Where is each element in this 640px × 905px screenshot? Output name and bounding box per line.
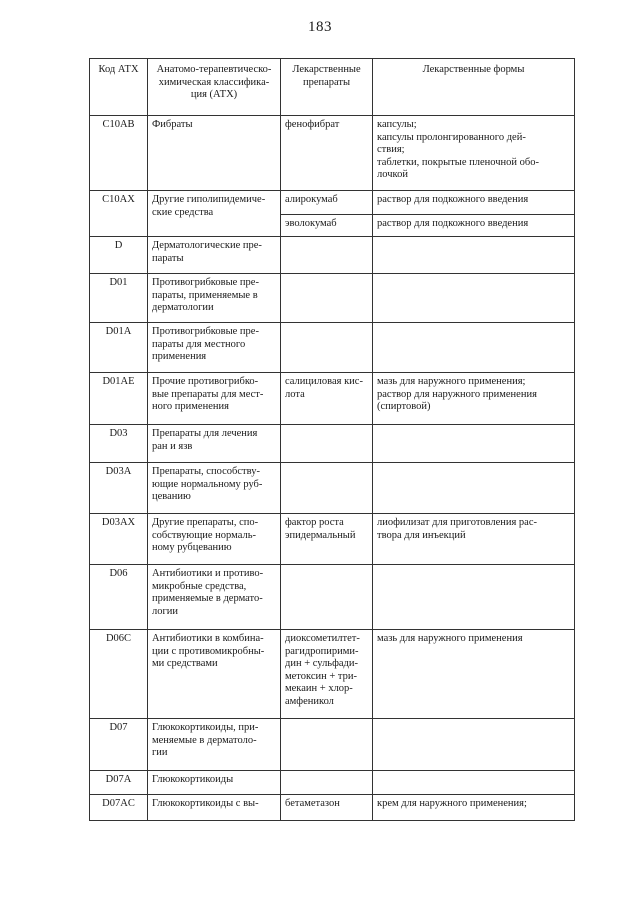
table-row <box>90 771 575 795</box>
drug-cell <box>281 719 373 771</box>
atc-code-cell: D07AC <box>90 795 148 821</box>
header-code: Код АТХ <box>90 59 148 116</box>
dosage-form-cell <box>373 237 575 274</box>
atc-table <box>89 58 575 821</box>
atc-classification-cell: Другие препараты, спо- собствующие нормаль- ному рубцеванию <box>148 514 281 565</box>
atc-code-cell: D06C <box>90 630 148 719</box>
atc-code-cell: D06 <box>90 565 148 630</box>
atc-code-cell: C10AB <box>90 116 148 191</box>
dosage-form-cell <box>373 565 575 630</box>
table-row <box>90 463 575 514</box>
table-row <box>90 191 575 215</box>
table-row <box>90 323 575 373</box>
atc-code-cell: D03 <box>90 425 148 463</box>
atc-classification-cell: Глюкокортикоиды <box>148 771 281 795</box>
table-row <box>90 274 575 323</box>
header-forms: Лекарственные формы <box>373 59 575 116</box>
table-body <box>90 116 575 821</box>
atc-classification-cell: Препараты для лечения ран и язв <box>148 425 281 463</box>
table-row <box>90 795 575 821</box>
table-row <box>90 719 575 771</box>
atc-classification-cell: Глюкокортикоиды, при- меняемые в дерматоло- гии <box>148 719 281 771</box>
atc-classification-cell: Дерматологические пре- параты <box>148 237 281 274</box>
drug-cell <box>281 274 373 323</box>
dosage-form-cell: раствор для подкожного введения <box>373 191 575 215</box>
drug-cell <box>281 237 373 274</box>
drug-cell: алирокумаб <box>281 191 373 215</box>
atc-code-cell: D01AE <box>90 373 148 425</box>
header-row <box>90 59 575 116</box>
table-header <box>90 59 575 116</box>
dosage-form-cell: крем для наружного применения; <box>373 795 575 821</box>
dosage-form-cell <box>373 719 575 771</box>
table-row <box>90 425 575 463</box>
atc-code-cell: D07A <box>90 771 148 795</box>
atc-classification-cell: Препараты, способству- ющие нормальному руб- цеванию <box>148 463 281 514</box>
atc-classification-cell: Глюкокортикоиды с вы- <box>148 795 281 821</box>
dosage-form-cell: лиофилизат для приготовления рас- твора для инъекций <box>373 514 575 565</box>
dosage-form-cell <box>373 463 575 514</box>
drug-cell: бетаметазон <box>281 795 373 821</box>
table-row <box>90 514 575 565</box>
header-drugs: Лекарственные препараты <box>281 59 373 116</box>
drug-cell <box>281 771 373 795</box>
table-row <box>90 565 575 630</box>
atc-classification-cell: Прочие противогрибко- вые препараты для мест- ного применения <box>148 373 281 425</box>
page-number: 183 <box>308 19 332 35</box>
atc-code-cell: D03A <box>90 463 148 514</box>
dosage-form-cell <box>373 323 575 373</box>
dosage-form-cell <box>373 425 575 463</box>
drug-cell <box>281 425 373 463</box>
atc-code-cell: D <box>90 237 148 274</box>
atc-code-cell: D01A <box>90 323 148 373</box>
dosage-form-cell <box>373 274 575 323</box>
drug-cell: фенофибрат <box>281 116 373 191</box>
drug-cell: эволокумаб <box>281 215 373 237</box>
atc-code-cell: C10AX <box>90 191 148 237</box>
atc-classification-cell: Фибраты <box>148 116 281 191</box>
atc-classification-cell: Противогрибковые пре- параты, применяемые в дерматологии <box>148 274 281 323</box>
drug-cell <box>281 463 373 514</box>
drug-cell: салициловая кис- лота <box>281 373 373 425</box>
drug-cell <box>281 323 373 373</box>
drug-cell: фактор роста эпидермальный <box>281 514 373 565</box>
atc-classification-cell: Антибиотики в комбина- ции с противомикробны- ми средствами <box>148 630 281 719</box>
table-row <box>90 116 575 191</box>
dosage-form-cell: мазь для наружного применения <box>373 630 575 719</box>
dosage-form-cell: раствор для подкожного введения <box>373 215 575 237</box>
dosage-form-cell: мазь для наружного применения; раствор для наружного применения (спиртовой) <box>373 373 575 425</box>
header-classification: Анатомо-терапевтическо- химическая классифика- ция (АТХ) <box>148 59 281 116</box>
dosage-form-cell: капсулы; капсулы пролонгированного дей- ствия; таблетки, покрытые пленочной обо- лочкой <box>373 116 575 191</box>
atc-classification-cell: Антибиотики и противо- микробные средства, применяемые в дермато- логии <box>148 565 281 630</box>
atc-classification-cell: Другие гиполипидемиче- ские средства <box>148 191 281 237</box>
atc-code-cell: D07 <box>90 719 148 771</box>
dosage-form-cell <box>373 771 575 795</box>
table-row <box>90 373 575 425</box>
atc-classification-cell: Противогрибковые пре- параты для местного применения <box>148 323 281 373</box>
drug-cell: диоксометилтет- рагидропирими- дин + сульфади- метоксин + три- мекаин + хлор- амфеникол <box>281 630 373 719</box>
table-row <box>90 630 575 719</box>
atc-code-cell: D01 <box>90 274 148 323</box>
table-row <box>90 237 575 274</box>
drug-cell <box>281 565 373 630</box>
atc-code-cell: D03AX <box>90 514 148 565</box>
